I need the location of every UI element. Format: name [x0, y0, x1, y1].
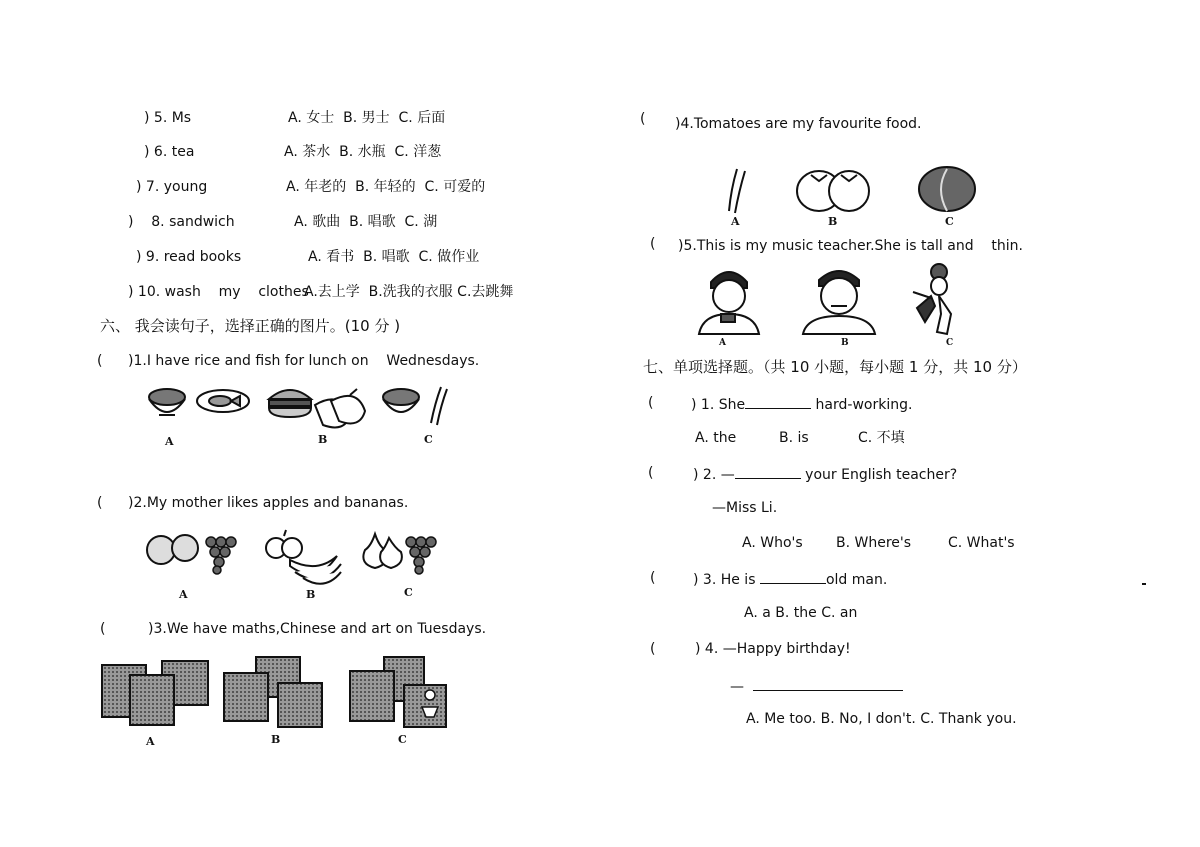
section7-title: 七、单项选择题。（共 10 小题，每小题 1 分，共 10 分） — [643, 358, 1027, 376]
picture-question-1: )1.I have rice and fish for lunch on Wednesdays. — [128, 353, 480, 369]
answer-paren[interactable]: ( — [97, 495, 103, 511]
pear-icon — [363, 534, 402, 568]
choice-label-a: A — [731, 215, 740, 228]
vocab-q7-options: A. 年老的 B. 年轻的 C. 可爱的 — [286, 179, 486, 195]
q1-images — [145, 385, 455, 435]
mc-1-option-b: B. is — [779, 430, 809, 446]
mc-1-option-a: A. the — [695, 430, 737, 446]
melon-icon — [919, 167, 975, 211]
choice-label-a: A — [179, 588, 188, 601]
answer-paren[interactable]: ( — [640, 111, 646, 127]
answer-blank[interactable] — [760, 569, 826, 584]
answer-paren[interactable]: ( — [650, 641, 656, 657]
green-beans-icon — [729, 169, 745, 213]
answer-paren[interactable]: ( — [100, 621, 106, 637]
choice-label-b: B — [271, 733, 281, 746]
vocab-q10: ) 10. wash my clothes — [128, 284, 309, 300]
answer-blank[interactable] — [735, 464, 801, 479]
choice-label-a: A — [146, 735, 155, 748]
book-stack-icon — [224, 657, 322, 727]
scan-speck — [1142, 583, 1146, 585]
choice-label-a: A — [719, 338, 726, 348]
mc-2-option-a: A. Who's — [742, 535, 803, 551]
man-portrait-icon — [803, 271, 875, 334]
vocab-q7: ) 7. young — [136, 179, 208, 195]
answer-blank[interactable] — [753, 676, 903, 691]
rice-bowl-icon — [383, 389, 419, 412]
boy-singing-icon — [699, 272, 759, 334]
vocab-q8-options: A. 歌曲 B. 唱歌 C. 湖 — [294, 214, 438, 230]
choice-label-c: C — [398, 733, 407, 746]
vocab-q8: ) 8. sandwich — [128, 214, 235, 230]
answer-paren[interactable]: ( — [648, 395, 654, 411]
choice-label-b: B — [306, 588, 316, 601]
mc-1-option-c: C. 不填 — [858, 430, 905, 446]
choice-label-b: B — [841, 338, 849, 348]
choice-label-b: B — [318, 433, 328, 446]
vocab-q6: ) 6. tea — [144, 144, 195, 160]
vocab-q9-options: A. 看书 B. 唱歌 C. 做作业 — [308, 249, 480, 265]
vocab-q5: ) 5. Ms — [144, 110, 192, 126]
picture-question-4: )4.Tomatoes are my favourite food. — [675, 116, 922, 132]
mc-question-1: ) 1. She hard-working. — [691, 394, 912, 414]
mc-4-reply: — — [730, 676, 903, 696]
q4-images — [715, 165, 985, 217]
apple-icon — [266, 530, 302, 558]
answer-paren[interactable]: ( — [650, 236, 656, 252]
mc-4-options: A. Me too. B. No, I don't. C. Thank you. — [746, 711, 1017, 727]
grapes-icon — [406, 537, 436, 574]
rice-bowl-icon — [149, 389, 185, 415]
fish-plate-icon — [197, 390, 249, 412]
grapes-icon — [206, 537, 236, 574]
tomato-icon — [797, 171, 869, 211]
dancing-woman-icon — [913, 264, 951, 334]
answer-paren[interactable]: ( — [648, 465, 654, 481]
answer-paren[interactable]: ( — [650, 570, 656, 586]
orange-icon — [147, 535, 198, 564]
vocab-q9: ) 9. read books — [136, 249, 242, 265]
vocab-q5-options: A. 女士 B. 男士 C. 后面 — [288, 110, 446, 126]
answer-paren[interactable]: ( — [97, 353, 103, 369]
choice-label-c: C — [424, 433, 433, 446]
mc-3-options: A. a B. the C. an — [744, 605, 858, 621]
q5-images — [695, 262, 985, 336]
section6-title: 六、 我会读句子，选择正确的图片。(10 分 ) — [100, 317, 401, 335]
mc-question-2: ) 2. — your English teacher? — [693, 464, 957, 484]
q3-images — [100, 655, 450, 731]
book-stack-icon — [102, 661, 208, 725]
green-beans-icon — [431, 387, 447, 425]
picture-question-5: )5.This is my music teacher.She is tall and thin. — [678, 238, 1023, 254]
mc-question-4: ) 4. —Happy birthday! — [695, 641, 851, 657]
picture-question-2: )2.My mother likes apples and bananas. — [128, 495, 409, 511]
mc-2-option-b: B. Where's — [836, 535, 912, 551]
eggplant-icon — [315, 389, 365, 427]
choice-label-c: C — [945, 215, 954, 228]
banana-icon — [290, 556, 341, 584]
mc-question-3: ) 3. He is old man. — [693, 569, 887, 589]
hamburger-icon — [269, 390, 311, 417]
choice-label-c: C — [404, 586, 413, 599]
vocab-q6-options: A. 茶水 B. 水瓶 C. 洋葱 — [284, 144, 442, 160]
picture-question-3: )3.We have maths,Chinese and art on Tuesdays. — [148, 621, 487, 637]
q2-images — [145, 528, 445, 584]
choice-label-b: B — [828, 215, 838, 228]
answer-blank[interactable] — [745, 394, 811, 409]
vocab-q10-options: A.去上学 B.洗我的衣服 C.去跳舞 — [304, 284, 514, 300]
mc-2-reply: —Miss Li. — [712, 500, 778, 516]
mc-2-option-c: C. What's — [948, 535, 1015, 551]
choice-label-a: A — [165, 435, 174, 448]
choice-label-c: C — [946, 338, 954, 348]
